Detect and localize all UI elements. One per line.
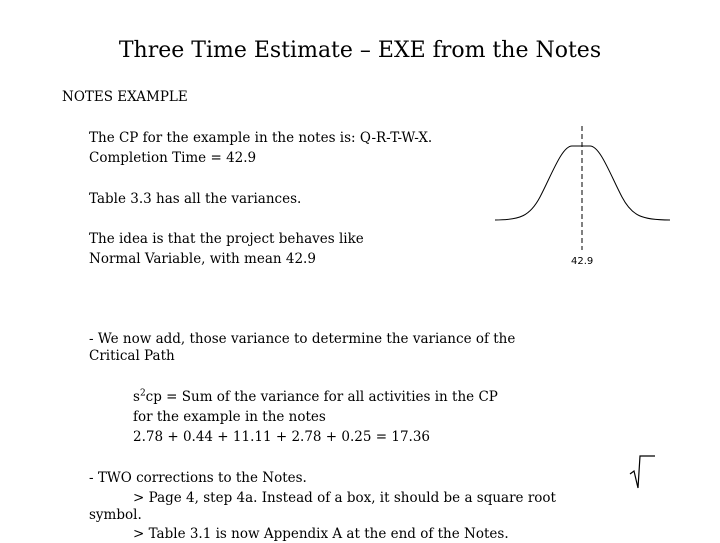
completion-time-line: Completion Time = 42.9	[89, 150, 257, 166]
notes-example-heading: NOTES EXAMPLE	[62, 89, 188, 105]
corrections-heading: - TWO corrections to the Notes.	[89, 470, 307, 486]
add-variance-line-1: - We now add, those variance to determine the variance of the	[89, 331, 516, 347]
variance-example-line: for the example in the notes	[133, 409, 326, 425]
correction-1: > Page 4, step 4a. Instead of a box, it should be a square root	[133, 490, 556, 506]
variance-formula-line	[133, 388, 498, 406]
variance-symbol-s: s	[133, 389, 140, 405]
idea-line-1: The idea is that the project behaves like	[89, 231, 364, 247]
normal-curve-diagram	[490, 122, 680, 232]
page-title: Three Time Estimate – EXE from the Notes	[118, 38, 602, 63]
idea-line-2: Normal Variable, with mean 42.9	[89, 251, 316, 267]
variance-formula-text: cp = Sum of the variance for all activities in the CP	[145, 389, 498, 405]
correction-2: > Table 3.1 is now Appendix A at the end of the Notes.	[133, 526, 509, 542]
square-root-icon	[628, 454, 658, 490]
correction-1-continued: symbol.	[89, 507, 142, 523]
cp-line: The CP for the example in the notes is: Q-R-T-W-X.	[89, 130, 433, 146]
mean-label: 42.9	[571, 256, 594, 267]
variance-sum-line: 2.78 + 0.44 + 11.11 + 2.78 + 0.25 = 17.36	[133, 429, 430, 445]
variance-superscript: 2	[139, 388, 146, 399]
add-variance-line-2: Critical Path	[89, 348, 175, 364]
table-variances-line: Table 3.3 has all the variances.	[89, 191, 302, 207]
